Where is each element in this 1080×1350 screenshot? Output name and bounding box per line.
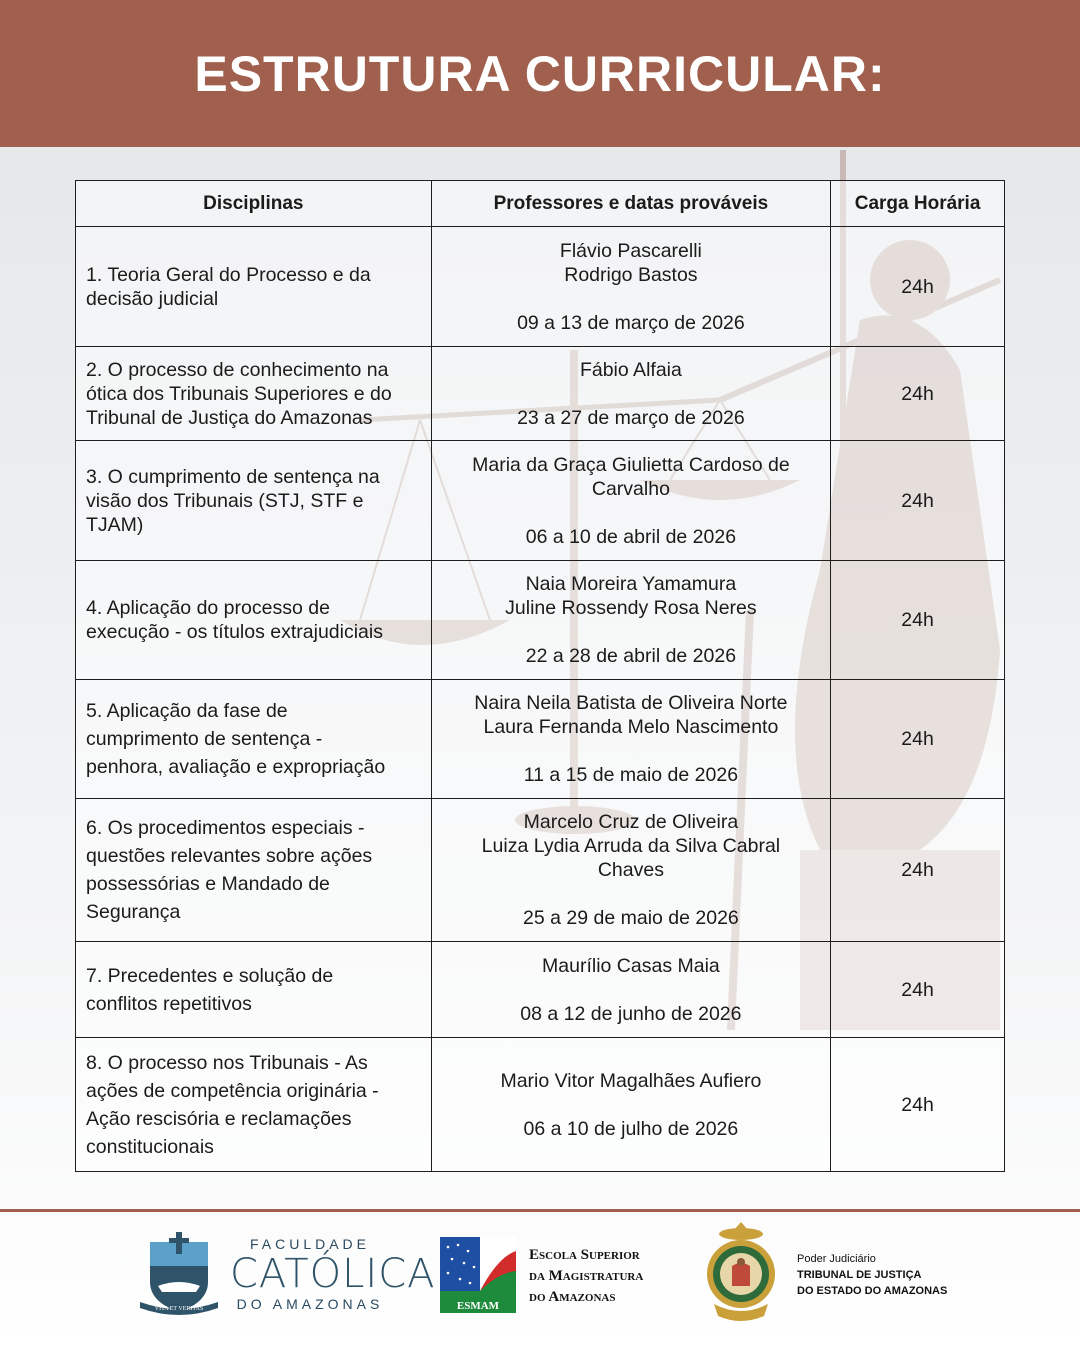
- page-title: ESTRUTURA CURRICULAR:: [194, 45, 886, 102]
- professors-cell: [431, 561, 831, 680]
- professor-name: Maurílio Casas Maia: [542, 954, 720, 977]
- professors-cell: [431, 1038, 831, 1172]
- tjam-line: DO ESTADO DO AMAZONAS: [797, 1285, 948, 1297]
- professor-name: Fábio Alfaia: [579, 358, 682, 381]
- tjam-line: Poder Judiciário: [797, 1253, 876, 1265]
- discipline-line: conflitos repetitivos: [86, 992, 252, 1015]
- professor-name: Naia Moreira Yamamura: [525, 573, 737, 595]
- faculdade-label: FACULDADE: [249, 1236, 371, 1252]
- faculdade-catolica-crest-icon: [136, 1230, 222, 1318]
- footer-divider: [0, 1209, 1080, 1212]
- professor-name: Mario Vitor Magalhães Aufiero: [500, 1069, 762, 1092]
- hours-cell: 24h: [831, 942, 1005, 1038]
- hours-cell: 24h: [831, 561, 1005, 680]
- hours-cell: 24h: [831, 1038, 1005, 1172]
- faculdade-catolica-logo: [230, 1236, 436, 1312]
- discipline-cell: [76, 347, 432, 441]
- professor-name: Carvalho: [591, 477, 670, 500]
- discipline-cell: [76, 942, 432, 1038]
- column-header-professores: Professores e datas prováveis: [431, 181, 831, 227]
- professor-name: Chaves: [597, 859, 664, 881]
- professors-cell: [431, 347, 831, 441]
- discipline-cell: [76, 561, 432, 680]
- esmam-logo-icon: [440, 1237, 516, 1313]
- discipline-line: 3. O cumprimento de sentença na: [86, 465, 380, 488]
- table-row: [76, 799, 1005, 942]
- hours-cell: 24h: [831, 227, 1005, 347]
- discipline-line: questões relevantes sobre ações: [86, 845, 373, 867]
- discipline-line: ótica dos Tribunais Superiores e do: [86, 382, 392, 405]
- course-dates: 25 a 29 de maio de 2026: [523, 907, 739, 929]
- discipline-line: cumprimento de sentença -: [86, 728, 323, 750]
- hours-cell: 24h: [831, 441, 1005, 561]
- discipline-line: execução - os títulos extrajudiciais: [86, 621, 383, 643]
- esmam-logo-text: [529, 1245, 643, 1308]
- esmam-line: do Amazonas: [529, 1289, 616, 1305]
- discipline-line: penhora, avaliação e expropriação: [86, 756, 386, 778]
- course-dates: 22 a 28 de abril de 2026: [525, 645, 737, 667]
- esmam-badge-label: ESMAM: [456, 1300, 500, 1312]
- discipline-line: 7. Precedentes e solução de: [86, 964, 334, 987]
- discipline-line: Segurança: [86, 901, 181, 923]
- curriculum-table: [75, 180, 1005, 1172]
- faculdade-motto: VITA ET VERITAS: [154, 1306, 204, 1312]
- table-row: [76, 1038, 1005, 1172]
- professors-cell: [431, 942, 831, 1038]
- hours-cell: 24h: [831, 347, 1005, 441]
- discipline-line: Tribunal de Justiça do Amazonas: [86, 406, 373, 429]
- professor-name: Rodrigo Bastos: [564, 263, 698, 286]
- table-header-row: [76, 181, 1005, 227]
- discipline-line: TJAM): [86, 513, 144, 536]
- professors-cell: [431, 441, 831, 561]
- discipline-line: 4. Aplicação do processo de: [86, 597, 330, 619]
- professors-cell: [431, 680, 831, 799]
- professors-cell: [431, 227, 831, 347]
- discipline-cell: [76, 680, 432, 799]
- tjam-line: TRIBUNAL DE JUSTIÇA: [797, 1269, 922, 1281]
- table-row: [76, 942, 1005, 1038]
- page-header: [0, 0, 1080, 147]
- table-row: [76, 680, 1005, 799]
- discipline-line: 8. O processo nos Tribunais - As: [86, 1051, 368, 1074]
- tjam-seal-icon: [702, 1220, 780, 1326]
- discipline-line: 6. Os procedimentos especiais -: [86, 817, 365, 839]
- professor-name: Maria da Graça Giulietta Cardoso de: [472, 453, 790, 476]
- professor-name: Laura Fernanda Melo Nascimento: [483, 716, 779, 738]
- column-header-disciplinas: Disciplinas: [76, 181, 432, 227]
- professor-name: Naira Neila Batista de Oliveira Norte: [474, 692, 788, 714]
- tjam-logo-text: [797, 1251, 947, 1299]
- hours-cell: 24h: [831, 799, 1005, 942]
- course-dates: 09 a 13 de março de 2026: [517, 311, 745, 334]
- table-row: [76, 561, 1005, 680]
- professor-name: Luiza Lydia Arruda da Silva Cabral: [481, 835, 781, 857]
- discipline-line: decisão judicial: [86, 287, 219, 310]
- do-amazonas-label: DO AMAZONAS: [236, 1296, 384, 1312]
- discipline-line: possessórias e Mandado de: [86, 873, 330, 895]
- professors-cell: [431, 799, 831, 942]
- catolica-label: CATÓLICA: [230, 1251, 436, 1297]
- table-row: [76, 227, 1005, 347]
- discipline-cell: [76, 227, 432, 347]
- discipline-line: 2. O processo de conhecimento na: [86, 358, 389, 381]
- discipline-line: visão dos Tribunais (STJ, STF e: [86, 489, 364, 512]
- discipline-line: Ação rescisória e reclamações: [86, 1107, 352, 1130]
- table-row: [76, 347, 1005, 441]
- course-dates: 23 a 27 de março de 2026: [517, 406, 745, 429]
- professor-name: Juline Rossendy Rosa Neres: [505, 597, 757, 619]
- professor-name: Flávio Pascarelli: [559, 239, 702, 262]
- course-dates: 08 a 12 de junho de 2026: [520, 1002, 742, 1025]
- discipline-cell: [76, 441, 432, 561]
- course-dates: 06 a 10 de abril de 2026: [525, 525, 737, 548]
- table-row: [76, 441, 1005, 561]
- column-header-carga-horaria: Carga Horária: [831, 181, 1005, 227]
- course-dates: 06 a 10 de julho de 2026: [523, 1117, 739, 1140]
- hours-cell: 24h: [831, 680, 1005, 799]
- discipline-line: 5. Aplicação da fase de: [86, 700, 288, 722]
- discipline-cell: [76, 1038, 432, 1172]
- professor-name: Marcelo Cruz de Oliveira: [523, 811, 739, 833]
- esmam-line: Escola Superior: [529, 1247, 640, 1263]
- discipline-line: 1. Teoria Geral do Processo e da: [86, 263, 371, 286]
- discipline-cell: [76, 799, 432, 942]
- esmam-line: da Magistratura: [529, 1268, 644, 1284]
- course-dates: 11 a 15 de maio de 2026: [523, 764, 739, 786]
- discipline-line: ações de competência originária -: [86, 1079, 379, 1102]
- discipline-line: constitucionais: [86, 1135, 214, 1158]
